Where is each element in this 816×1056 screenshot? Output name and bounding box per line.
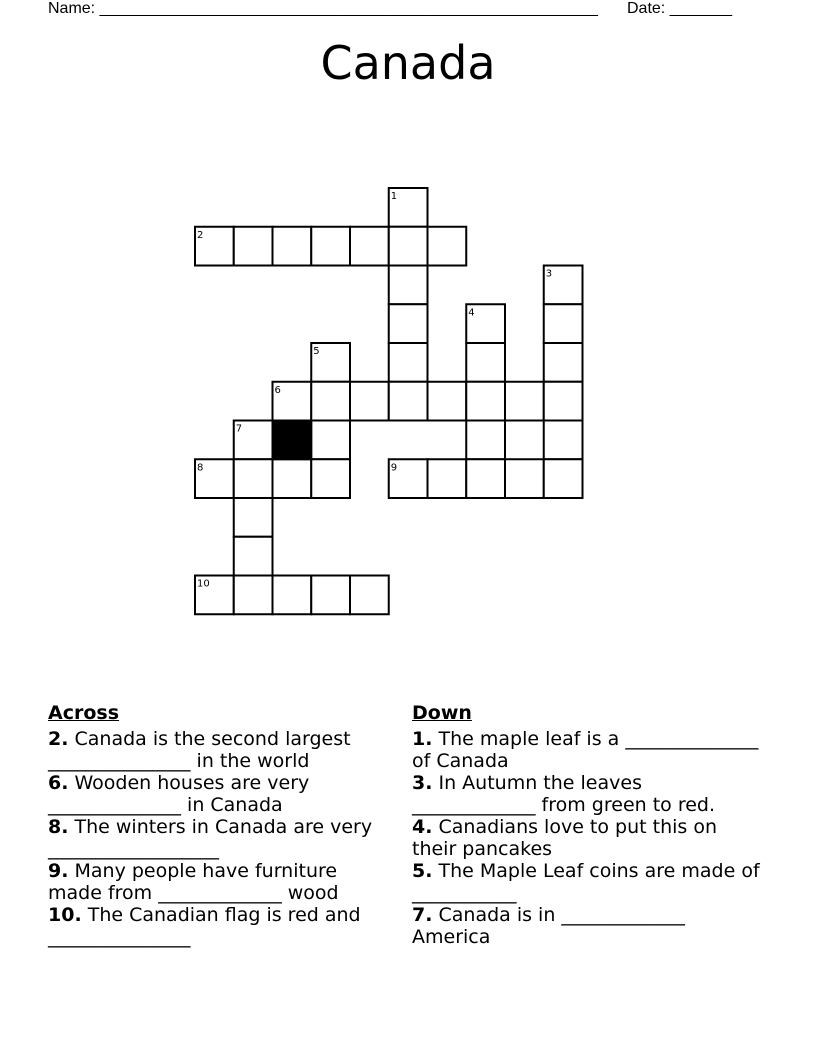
clue-down-5	[412, 860, 762, 904]
clue-down-7	[412, 904, 762, 948]
grid-cell[interactable]	[505, 382, 544, 421]
cell-number: 7	[235, 423, 243, 435]
date-field[interactable]: Date: _______	[627, 0, 732, 17]
cell-number: 6	[274, 384, 281, 396]
grid-cell[interactable]	[234, 498, 273, 537]
clue-down-4	[412, 816, 762, 860]
grid-cell[interactable]	[389, 227, 428, 266]
clue-number: 4.	[412, 816, 433, 838]
grid-cell[interactable]	[389, 382, 428, 421]
clue-text: The winters in Canada are very __________________	[48, 816, 373, 860]
down-clues	[412, 702, 762, 948]
grid-cell[interactable]	[544, 459, 583, 498]
cell-number: 5	[313, 346, 320, 357]
grid-cell[interactable]	[350, 576, 389, 615]
grid-cell[interactable]	[389, 266, 428, 305]
cell-number: 8	[197, 462, 204, 474]
clue-text: Canada is the second largest _______________ in the world	[48, 728, 351, 772]
cell-number: 9	[390, 462, 398, 474]
clue-number: 1.	[412, 728, 433, 750]
clue-text: The Maple Leaf coins are made of ___________	[412, 860, 760, 904]
grid-cell[interactable]	[428, 459, 467, 498]
grid-cell[interactable]	[428, 382, 467, 421]
grid-cell[interactable]	[389, 304, 428, 343]
grid-cell[interactable]	[466, 343, 505, 382]
clue-number: 6.	[48, 772, 69, 794]
clue-text: The Canadian flag is red and _______________	[48, 904, 361, 948]
grid-cell[interactable]	[234, 227, 273, 266]
grid-cell[interactable]	[273, 227, 312, 266]
down-heading: Down	[412, 702, 472, 724]
grid-cell[interactable]	[311, 382, 350, 421]
black-cell	[273, 421, 312, 460]
grid-cell[interactable]	[544, 304, 583, 343]
clue-number: 5.	[412, 860, 433, 882]
grid-cell[interactable]	[389, 343, 428, 382]
clue-text: Many people have furniture made from _____________ wood	[48, 860, 339, 904]
cell-number: 3	[545, 268, 553, 280]
clue-number: 3.	[412, 772, 433, 794]
grid-cell[interactable]	[311, 421, 350, 460]
grid-cell[interactable]	[311, 459, 350, 498]
grid-cell[interactable]	[311, 576, 350, 615]
grid-cell[interactable]	[234, 576, 273, 615]
grid-cell[interactable]	[466, 382, 505, 421]
clue-text: Wooden houses are very ______________ in Canada	[48, 772, 310, 816]
grid-cell[interactable]	[466, 459, 505, 498]
clue-text: Canada is in _____________ America	[412, 904, 685, 948]
name-field[interactable]: Name: ________________________________________________________	[48, 0, 598, 17]
clue-number: 9.	[48, 860, 69, 882]
cell-number: 2	[197, 229, 204, 241]
grid-cell[interactable]	[544, 382, 583, 421]
grid-cell[interactable]	[234, 459, 273, 498]
clue-across-8	[48, 816, 393, 860]
grid-cell[interactable]	[273, 576, 312, 615]
grid-cell[interactable]	[466, 421, 505, 460]
clue-text: The maple leaf is a ______________ of Canada	[412, 728, 759, 772]
grid-cell[interactable]	[311, 227, 350, 266]
clue-across-6	[48, 772, 393, 816]
grid-cell[interactable]	[234, 537, 273, 576]
grid-cell[interactable]	[505, 459, 544, 498]
clue-number: 2.	[48, 728, 69, 750]
clue-across-10	[48, 904, 393, 948]
cell-number: 4	[468, 307, 475, 319]
grid-cell[interactable]	[544, 343, 583, 382]
page-title: Canada	[320, 36, 496, 90]
clue-text: Canadians love to put this on their pancakes	[412, 816, 718, 860]
across-clues	[48, 702, 393, 948]
grid-cell[interactable]	[350, 382, 389, 421]
clue-across-2	[48, 728, 393, 772]
grid-cell[interactable]	[544, 421, 583, 460]
grid-cell[interactable]	[273, 459, 312, 498]
clue-number: 8.	[48, 816, 69, 838]
clue-down-3	[412, 772, 762, 816]
clue-number: 7.	[412, 904, 433, 926]
clue-number: 10.	[48, 904, 82, 926]
clue-text: In Autumn the leaves _____________ from green to red.	[412, 772, 716, 816]
grid-cell[interactable]	[350, 227, 389, 266]
cell-number: 10	[197, 578, 210, 590]
across-heading: Across	[48, 702, 120, 724]
clue-across-9	[48, 860, 393, 904]
cell-number: 1	[390, 191, 398, 202]
clue-down-1	[412, 728, 762, 772]
grid-cell[interactable]	[428, 227, 467, 266]
